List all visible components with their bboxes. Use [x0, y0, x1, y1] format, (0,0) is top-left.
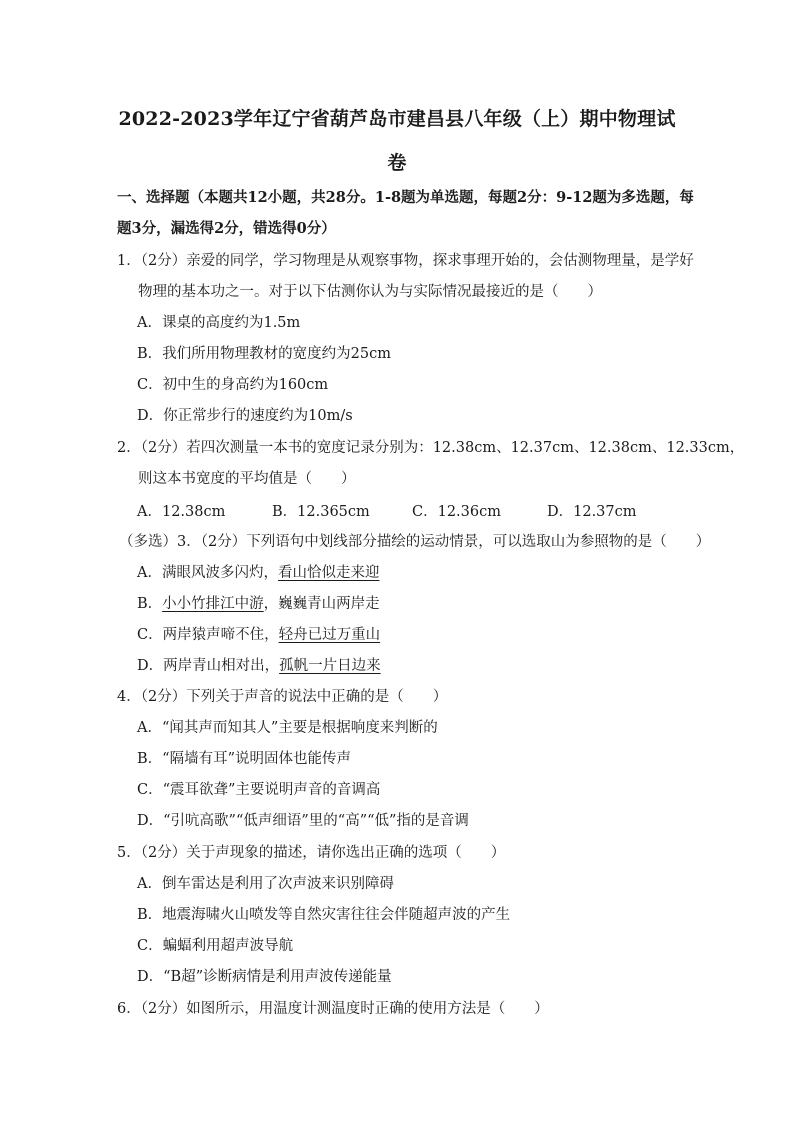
- question-2-option-c: C．12.36cm: [412, 504, 501, 520]
- question-2-stem-line-2: 则这本书宽度的平均值是（ ）: [138, 471, 356, 487]
- underlined-phrase: 轻舟已过万重山: [278, 627, 381, 643]
- question-3-option-d: [137, 654, 381, 675]
- option-text: C．两岸猿声啼不住，: [137, 627, 279, 643]
- question-1-option-b: B．我们所用物理教材的宽度约为25cm: [137, 346, 391, 362]
- underlined-phrase: 看山恰似走来迎: [277, 565, 380, 581]
- exam-title-line-1: 2022-2023学年辽宁省葫芦岛市建昌县八年级（上）期中物理试: [118, 108, 676, 130]
- question-1-option-c: C．初中生的身高约为160cm: [137, 377, 329, 393]
- question-4-stem: 4．（2分）下列关于声音的说法中正确的是（ ）: [117, 689, 448, 705]
- option-text: D．两岸青山相对出，: [137, 658, 280, 674]
- question-1-stem-line-2: 物理的基本功之一。对于以下估测你认为与实际情况最接近的是（ ）: [138, 284, 602, 300]
- question-5-option-a: A．倒车雷达是利用了次声波来识别障碍: [137, 876, 394, 892]
- question-6-stem: 6．（2分）如图所示，用温度计测温度时正确的使用方法是（ ）: [117, 1001, 549, 1017]
- question-4-option-d: D．“引吭高歌”“低声细语”里的“高”“低”指的是音调: [137, 813, 469, 829]
- question-2-option-b: B．12.365cm: [272, 504, 370, 520]
- question-5-option-c: C．蝙蝠利用超声波导航: [137, 938, 294, 954]
- question-4-option-c: C．“震耳欲聋”主要说明声音的音调高: [137, 782, 381, 798]
- question-5-stem: 5．（2分）关于声现象的描述，请你选出正确的选项（ ）: [117, 845, 506, 861]
- question-3-option-a: [137, 561, 379, 582]
- question-1-option-a: A．课桌的高度约为1.5m: [137, 315, 301, 331]
- exam-title-line-2: 卷: [387, 152, 407, 174]
- question-1-stem-line-1: 1．（2分）亲爱的同学，学习物理是从观察事物，探求事理开始的，会估测物理量，是学好: [117, 253, 694, 269]
- question-2-option-d: D．12.37cm: [547, 504, 637, 520]
- underlined-phrase: 小小竹排江中游: [162, 596, 264, 612]
- question-2-option-a: A．12.38cm: [137, 504, 226, 520]
- question-1-option-d: D．你正常步行的速度约为10m/s: [137, 408, 353, 424]
- question-3-option-c: [137, 623, 380, 644]
- question-3-stem: （多选）3．（2分）下列语句中划线部分描绘的运动情景，可以选取山为参照物的是（ ）: [119, 534, 711, 550]
- option-text: ，巍巍青山两岸走: [263, 596, 380, 612]
- question-4-option-b: B．“隔墙有耳”说明固体也能传声: [137, 751, 351, 767]
- underlined-phrase: 孤帆一片日边来: [279, 658, 381, 674]
- question-4-option-a: A．“闻其声而知其人”主要是根据响度来判断的: [137, 720, 438, 736]
- option-text: B．: [137, 596, 163, 612]
- option-text: A．满眼风波多闪灼，: [137, 565, 278, 581]
- section-heading-line-2: 题3分，漏选得2分，错选得0分）: [117, 220, 336, 237]
- question-3-option-b: [137, 592, 380, 613]
- section-heading-line-1: 一、选择题（本题共12小题，共28分。1-8题为单选题，每题2分：9-12题为多选题，每: [117, 189, 694, 206]
- question-5-option-b: B．地震海啸火山喷发等自然灾害往往会伴随超声波的产生: [137, 907, 511, 923]
- question-5-option-d: D．“B超”诊断病情是利用声波传递能量: [137, 969, 392, 985]
- question-2-stem-line-1: 2．（2分）若四次测量一本书的宽度记录分别为：12.38cm、12.37cm、12.38cm、12.33cm，: [117, 440, 745, 456]
